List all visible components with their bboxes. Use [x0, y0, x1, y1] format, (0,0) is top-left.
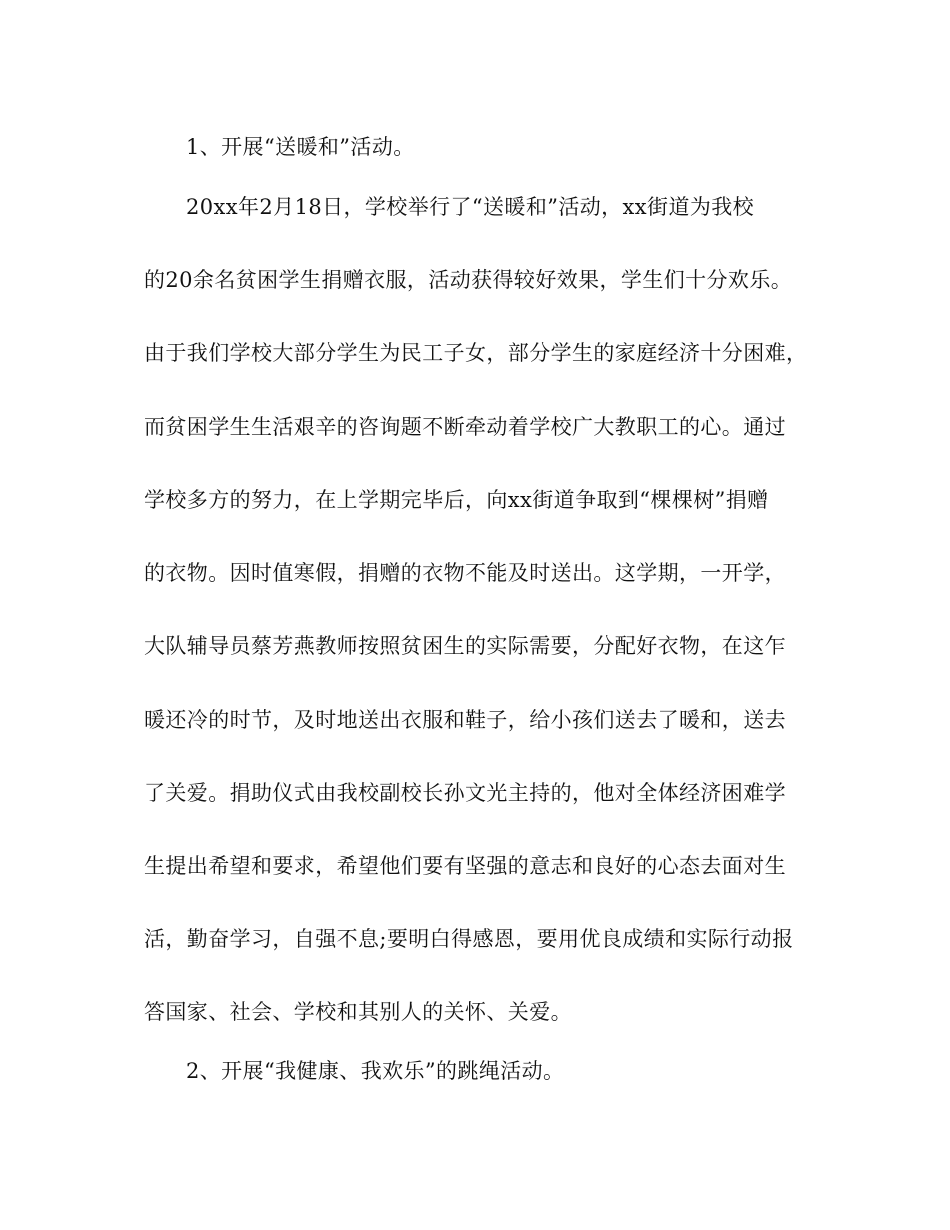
paragraph-line: 大队辅导员蔡芳燕教师按照贫困生的实际需要，分配好衣物，在这乍 [144, 634, 786, 658]
paragraph-line: 学校多方的努力，在上学期完毕后，向xx街道争取到“棵棵树”捐赠 [144, 488, 769, 512]
paragraph-line: 暖还冷的时节，及时地送出衣服和鞋子，给小孩们送去了暖和，送去 [144, 708, 786, 732]
paragraph-line: 由于我们学校大部分学生为民工子女，部分学生的家庭经济十分困难， [144, 341, 808, 365]
paragraph-line: 而贫困学生生活艰辛的咨询题不断牵动着学校广大教职工的心。通过 [144, 415, 786, 439]
paragraph-line: 的衣物。因时值寒假，捐赠的衣物不能及时送出。这学期，一开学， [144, 561, 786, 585]
section-heading-1: 1、开展“送暖和”活动。 [186, 135, 415, 159]
paragraph-line: 生提出希望和要求，希望他们要有坚强的意志和良好的心态去面对生 [144, 854, 786, 878]
paragraph-line: 了关爱。捐助仪式由我校副校长孙文光主持的，他对全体经济困难学 [144, 781, 786, 805]
paragraph-line: 的20余名贫困学生捐赠衣服，活动获得较好效果，学生们十分欢乐。 [144, 268, 793, 292]
paragraph-line: 活，勤奋学习，自强不息;要明白得感恩，要用优良成绩和实际行动报 [144, 927, 794, 951]
section-heading-2: 2、开展“我健康、我欢乐”的跳绳活动。 [186, 1059, 565, 1083]
paragraph-line: 20xx年2月18日，学校举行了“送暖和”活动，xx街道为我校 [186, 195, 755, 219]
paragraph-line: 答国家、社会、学校和其别人的关怀、关爱。 [144, 1000, 572, 1024]
